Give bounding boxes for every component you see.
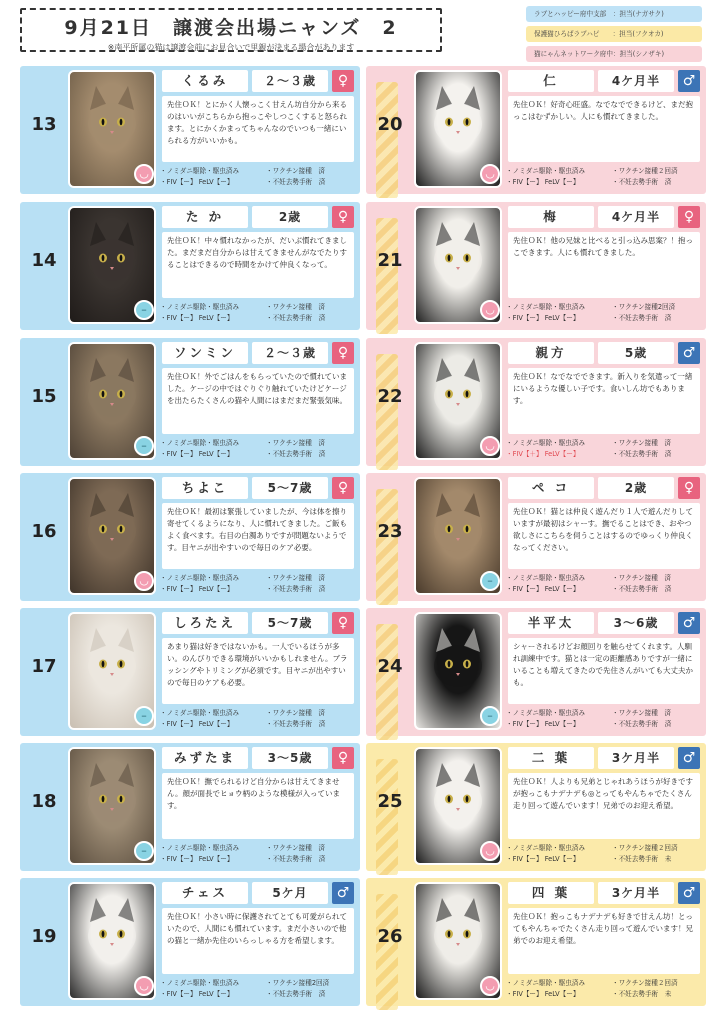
health-info: [506, 708, 704, 730]
cat-name: 四 葉: [508, 882, 594, 904]
cat-name: チェス: [162, 882, 248, 904]
health-deworm: ・ノミダニ駆除・駆虫済み: [160, 167, 240, 175]
health-deworm: ・ノミダニ駆除・駆虫済み: [160, 303, 240, 311]
health-deworm: ・ノミダニ駆除・駆虫済み: [506, 303, 586, 311]
female-icon: ♀: [678, 477, 700, 499]
health-spay-neuter: ・不妊去勢手術 済: [266, 314, 326, 322]
header-title-box: [20, 8, 442, 52]
cat-name: しろたえ: [162, 612, 248, 634]
mood-face-icon: –: [480, 571, 500, 591]
cat-name: 親方: [508, 342, 594, 364]
cat-description: 先住ＯＫ！とにかく人懐っこく甘えん坊自分から来るのはいいがこちらから抱っこやしつこくすると怒られます。とにかくかまってちゃんなのでいつも一緒にいられる方がいいかも。: [162, 96, 354, 162]
health-info: [506, 302, 704, 324]
health-fiv-felv: ・FIV【ー】 FeLV【ー】: [506, 855, 580, 863]
legend-item-lovehapi: 保護猫ひろばラブハピ ：担当(フクオカ): [526, 26, 702, 42]
cat-description: 先住ＯＫ！抱っこもナデナデも好きで甘えん坊！とってもやんちゃでたくさん走り回って遊んでいます！兄弟でのお迎え希望。: [508, 908, 700, 974]
female-icon: ♀: [332, 206, 354, 228]
health-info: [160, 438, 358, 460]
cat-name: た か: [162, 206, 248, 228]
health-fiv-felv: ・FIV【ー】 FeLV【ー】: [506, 720, 580, 728]
cat-card: [366, 608, 706, 736]
cat-number: 15: [31, 386, 57, 407]
health-deworm: ・ノミダニ駆除・駆虫済み: [506, 844, 586, 852]
legend-item-nekonyan: 猫にゃんネットワーク府中：担当(シノザキ): [526, 46, 702, 62]
health-vaccine: ・ワクチン接種２回済: [612, 979, 678, 987]
health-spay-neuter: ・不妊去勢手術 済: [266, 450, 326, 458]
card-stripe: [376, 82, 398, 198]
cat-name: みずたま: [162, 747, 248, 769]
health-fiv-felv: ・FIV【ー】 FeLV【ー】: [506, 314, 580, 322]
health-vaccine: ・ワクチン接種2回済: [266, 979, 330, 987]
mood-face-icon: –: [134, 436, 154, 456]
cat-age: 5ケ月: [252, 882, 328, 904]
cat-description: 先住ＯＫ！小さい時に保護されてとても可愛がられていたので、人間にも慣れています。まだ小さいので他の猫と一緒か先住のいらっしゃる方を希望します。: [162, 908, 354, 974]
health-deworm: ・ノミダニ駆除・駆虫済み: [506, 979, 586, 987]
cat-card: [366, 473, 706, 601]
health-fiv-felv: ・FIV【ー】 FeLV【ー】: [160, 990, 234, 998]
male-icon: ♂: [678, 612, 700, 634]
health-fiv-felv: ・FIV【ー】 FeLV【ー】: [506, 585, 580, 593]
cat-description: 先住ＯＫ！人よりも兄弟とじゃれあうほうが好きですが抱っこもナデナデも◎とってもやんちゃでたくさん走り回って遊んでいます！兄弟でのお迎え希望。: [508, 773, 700, 839]
health-info: [160, 166, 358, 188]
health-vaccine: ・ワクチン接種２回済: [612, 844, 678, 852]
health-fiv-felv: ・FIV【ー】 FeLV【ー】: [160, 585, 234, 593]
health-vaccine: ・ワクチン接種 済: [266, 574, 326, 582]
cat-card: [366, 202, 706, 330]
cat-age: 3～5歳: [252, 747, 328, 769]
page-note: ※南平所属の猫は譲渡会前にお見合いで里親が決まる場合があります: [107, 43, 355, 52]
health-spay-neuter: ・不妊去勢手術 済: [266, 720, 326, 728]
cat-age: 4ケ月半: [598, 70, 674, 92]
cat-number: 16: [31, 521, 57, 542]
health-spay-neuter: ・不妊去勢手術 済: [266, 585, 326, 593]
health-deworm: ・ノミダニ駆除・駆虫済み: [160, 844, 240, 852]
health-fiv-felv: ・FIV【ー】 FeLV【ー】: [160, 720, 234, 728]
male-icon: ♂: [678, 70, 700, 92]
male-icon: ♂: [678, 747, 700, 769]
cat-name: 二 葉: [508, 747, 594, 769]
cat-card: [20, 473, 360, 601]
card-stripe: [376, 489, 398, 605]
health-deworm: ・ノミダニ駆除・駆虫済み: [506, 574, 586, 582]
mood-face-icon: –: [134, 300, 154, 320]
health-deworm: ・ノミダニ駆除・駆虫済み: [160, 979, 240, 987]
cat-number: 21: [377, 250, 403, 271]
cat-card: [20, 608, 360, 736]
card-stripe: [376, 759, 398, 875]
health-vaccine: ・ワクチン接種２回済: [612, 167, 678, 175]
cat-number: 13: [31, 114, 57, 135]
cat-description: あまり猫は好きではないかも。一人でいるほうが多い。のんびりできる環境がいいかもしれません。ブラッシングやトリミングが必須です。目ヤニが出やすいので毎日のケアも必要。: [162, 638, 354, 704]
mood-face-icon: ◡: [134, 976, 154, 996]
health-info: [160, 708, 358, 730]
health-fiv-felv: ・FIV【＋】 FeLV【ー】: [506, 450, 580, 458]
health-deworm: ・ノミダニ駆除・駆虫済み: [506, 439, 586, 447]
health-vaccine: ・ワクチン接種 済: [612, 439, 672, 447]
cat-description: 先住ＯＫ！好奇心旺盛。なでなでできるけど、まだ抱っこはむずかしい。人にも慣れてきました。: [508, 96, 700, 162]
health-deworm: ・ノミダニ駆除・駆虫済み: [506, 167, 586, 175]
legend-item-fuchu: ラブとハッピー府中支部 ：担当(ナガサク): [526, 6, 702, 22]
health-spay-neuter: ・不妊去勢手術 未: [612, 855, 672, 863]
mood-face-icon: ◡: [134, 571, 154, 591]
health-info: [506, 438, 704, 460]
male-icon: ♂: [678, 882, 700, 904]
health-spay-neuter: ・不妊去勢手術 未: [612, 990, 672, 998]
cat-description: 先住ＯＫ！猫とは仲良く遊んだり１人で遊んだりしていますが最初はシャーす。撫でることはでき、おやつ欲しさにこちらを伺うことはするのでゆっくり仲良くなってください。: [508, 503, 700, 569]
cat-description: 先住ＯＫ！撫でられるけど自分からは甘えてきません。顔が面長でヒョウ柄のような模様が入っています。: [162, 773, 354, 839]
health-info: [506, 573, 704, 595]
card-stripe: [376, 894, 398, 1010]
health-deworm: ・ノミダニ駆除・駆虫済み: [506, 709, 586, 717]
cat-number: 14: [31, 250, 57, 271]
cat-name: 仁: [508, 70, 594, 92]
cat-card: [20, 202, 360, 330]
cat-description: シャーされるけどお顔回りを触らせてくれます。人馴れ訓練中です。猫とは一定の距離感ありですが一緒にいることも増えてきたので先住さんがいても大丈夫かも。: [508, 638, 700, 704]
health-info: [160, 978, 358, 1000]
health-fiv-felv: ・FIV【ー】 FeLV【ー】: [160, 178, 234, 186]
health-spay-neuter: ・不妊去勢手術 済: [266, 855, 326, 863]
cat-name: ちよこ: [162, 477, 248, 499]
cat-number: 22: [377, 386, 403, 407]
health-info: [160, 302, 358, 324]
mood-face-icon: –: [134, 841, 154, 861]
cat-number: 19: [31, 926, 57, 947]
mood-face-icon: ◡: [480, 164, 500, 184]
cat-card: [20, 878, 360, 1006]
cat-card: [366, 878, 706, 1006]
health-spay-neuter: ・不妊去勢手術 済: [612, 314, 672, 322]
health-info: [160, 843, 358, 865]
health-vaccine: ・ワクチン接種 済: [612, 709, 672, 717]
cat-age: 2歳: [598, 477, 674, 499]
cat-description: 先住ＯＫ！なでなでできます。新入りを気遣って一緒にいるような優しい子です。食いしん坊でもあります。: [508, 368, 700, 434]
mood-face-icon: ◡: [480, 436, 500, 456]
cat-name: 梅: [508, 206, 594, 228]
female-icon: ♀: [678, 206, 700, 228]
cat-age: 3～6歳: [598, 612, 674, 634]
cat-card: [366, 743, 706, 871]
female-icon: ♀: [332, 747, 354, 769]
cat-age: 4ケ月半: [598, 206, 674, 228]
health-vaccine: ・ワクチン接種 済: [266, 844, 326, 852]
health-fiv-felv: ・FIV【ー】 FeLV【ー】: [160, 314, 234, 322]
card-stripe: [376, 354, 398, 470]
health-info: [506, 978, 704, 1000]
cat-age: 5～7歳: [252, 477, 328, 499]
health-fiv-felv: ・FIV【ー】 FeLV【ー】: [506, 178, 580, 186]
mood-face-icon: –: [480, 706, 500, 726]
cat-description: 先住ＯＫ！中々慣れなかったが、だいぶ慣れてきました。まだまだ自分からは甘えてきませんがなでたりすることはできるので時間をかけて仲良くなって。: [162, 232, 354, 298]
cat-age: 5歳: [598, 342, 674, 364]
cat-card: [366, 66, 706, 194]
health-spay-neuter: ・不妊去勢手術 済: [612, 585, 672, 593]
cat-description: 先住ＯＫ！他の兄妹と比べると引っ込み思案？！抱っこできます。人にも慣れてきました。: [508, 232, 700, 298]
health-spay-neuter: ・不妊去勢手術 済: [266, 178, 326, 186]
health-info: [506, 843, 704, 865]
cat-age: 3ケ月半: [598, 882, 674, 904]
mood-face-icon: ◡: [480, 976, 500, 996]
female-icon: ♀: [332, 477, 354, 499]
health-deworm: ・ノミダニ駆除・駆虫済み: [160, 439, 240, 447]
male-icon: ♂: [332, 882, 354, 904]
cat-description: 先住ＯＫ！最初は緊張していましたが、今は体を擦り寄せてくるようになり、人に慣れてきました。ご飯もよく食べます。右目の白濁ありですが問題ないようです。目ヤニが出やすいので毎日のケア必要。: [162, 503, 354, 569]
health-spay-neuter: ・不妊去勢手術 済: [612, 178, 672, 186]
health-spay-neuter: ・不妊去勢手術 済: [612, 450, 672, 458]
health-info: [160, 573, 358, 595]
cat-age: 2歳: [252, 206, 328, 228]
health-deworm: ・ノミダニ駆除・駆虫済み: [160, 709, 240, 717]
mood-face-icon: ◡: [134, 164, 154, 184]
card-stripe: [376, 624, 398, 740]
card-stripe: [376, 218, 398, 334]
mood-face-icon: ◡: [480, 841, 500, 861]
cat-card: [20, 66, 360, 194]
health-vaccine: ・ワクチン接種 済: [266, 439, 326, 447]
health-vaccine: ・ワクチン接種 済: [266, 709, 326, 717]
cat-card: [20, 743, 360, 871]
mood-face-icon: ◡: [480, 300, 500, 320]
cat-age: ２～３歳: [252, 70, 328, 92]
health-info: [506, 166, 704, 188]
cat-number: 17: [31, 656, 57, 677]
page-title: 9月21日 譲渡会出場ニャンズ 2: [64, 17, 398, 39]
cat-card: [366, 338, 706, 466]
cat-number: 26: [377, 926, 403, 947]
health-vaccine: ・ワクチン接種 済: [266, 167, 326, 175]
cat-description: 先住ＯＫ！外でごはんをもらっていたので慣れていました。ケージの中ではぐりぐり触れていたけどケージを出たらたくさんの猫や人間にはまだまだ緊張気味。: [162, 368, 354, 434]
health-vaccine: ・ワクチン接種 済: [612, 574, 672, 582]
cat-card: [20, 338, 360, 466]
health-deworm: ・ノミダニ駆除・駆虫済み: [160, 574, 240, 582]
cat-age: ２～３歳: [252, 342, 328, 364]
health-vaccine: ・ワクチン接種2回済: [612, 303, 676, 311]
cat-name: くるみ: [162, 70, 248, 92]
cat-age: 3ケ月半: [598, 747, 674, 769]
legend: [526, 6, 702, 66]
mood-face-icon: –: [134, 706, 154, 726]
female-icon: ♀: [332, 612, 354, 634]
health-spay-neuter: ・不妊去勢手術 済: [266, 990, 326, 998]
cat-number: 18: [31, 791, 57, 812]
female-icon: ♀: [332, 70, 354, 92]
health-vaccine: ・ワクチン接種 済: [266, 303, 326, 311]
cat-number: 24: [377, 656, 403, 677]
health-fiv-felv: ・FIV【ー】 FeLV【ー】: [160, 855, 234, 863]
cat-number: 20: [377, 114, 403, 135]
cat-name: ソンミン: [162, 342, 248, 364]
male-icon: ♂: [678, 342, 700, 364]
health-fiv-felv: ・FIV【ー】 FeLV【ー】: [506, 990, 580, 998]
health-fiv-felv: ・FIV【ー】 FeLV【ー】: [160, 450, 234, 458]
cat-number: 23: [377, 521, 403, 542]
female-icon: ♀: [332, 342, 354, 364]
cat-name: ペ コ: [508, 477, 594, 499]
health-spay-neuter: ・不妊去勢手術 済: [612, 720, 672, 728]
cat-name: 半平太: [508, 612, 594, 634]
cat-age: 5～7歳: [252, 612, 328, 634]
cat-number: 25: [377, 791, 403, 812]
